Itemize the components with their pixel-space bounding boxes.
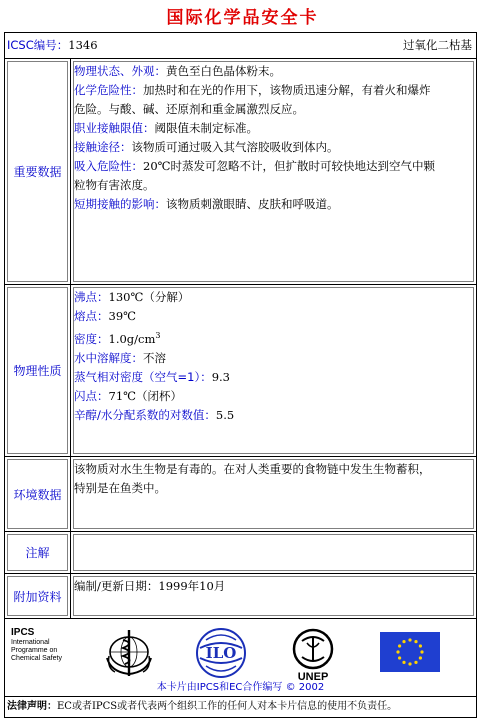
- notes-label: 注解: [25, 546, 50, 560]
- physical-properties-label: 物理性质: [13, 364, 62, 378]
- exposure-limit-row: 职业接触限值：阈限值未制定标准。: [74, 121, 258, 135]
- svg-text:ILO: ILO: [205, 644, 237, 662]
- environmental-data-label: 环境数据: [13, 487, 62, 502]
- physical-state-row: 物理状态、外观：黄色至白色晶体粉末。: [74, 64, 281, 78]
- chemical-name: 过氧化二枯基: [403, 38, 472, 52]
- chemical-hazard-row: 化学危险性：加热时和在光的作用下，该物质迅速分解，有着火和爆炸: [74, 83, 431, 97]
- water-solubility-row: 水中溶解度：不溶: [74, 350, 166, 365]
- logos-row: [5, 619, 476, 695]
- important-data-content: [74, 62, 472, 214]
- unep-logo: [285, 625, 341, 685]
- additional-info-label: 附加资料: [13, 589, 62, 604]
- safety-card: [4, 32, 477, 718]
- legal-statement: [7, 697, 397, 716]
- card-title: 国际化学品安全卡: [166, 8, 319, 28]
- icsc-label: ICSC编号：: [7, 38, 69, 52]
- melting-point-row: 熔点：39℃: [74, 309, 136, 323]
- legal-label: 法律声明：: [7, 701, 57, 712]
- update-date: 编制/更新日期：1999年10月: [74, 579, 226, 593]
- physical-properties-content: [74, 288, 472, 425]
- icsc-header: [7, 36, 98, 55]
- exposure-route-row: 接触途径：该物质可通过吸入其气溶胶吸收到体内。: [74, 140, 339, 154]
- vapor-density-row: 蒸气相对密度（空气=1）：9.3: [74, 369, 230, 384]
- important-data-label: 重要数据: [13, 165, 62, 179]
- environmental-data-content: 该物质对水生生物是有毒的。在对人类重要的食物链中发生生物蓄积， 特别是在鱼类中。: [74, 462, 431, 495]
- inhalation-hazard-row-cont: 粒物有害浓度。: [74, 178, 155, 192]
- log-kow-row: 辛醇/水分配系数的对数值：5.5: [74, 407, 235, 422]
- short-term-effects-row: 短期接触的影响：该物质刺激眼睛、皮肤和呼吸道。: [74, 197, 339, 211]
- boiling-point-row: 沸点：130℃（分解）: [74, 290, 190, 304]
- flash-point-row: 闪点：71℃（闭杯）: [74, 388, 182, 403]
- icsc-number: 1346: [68, 38, 98, 52]
- who-logo: [101, 627, 157, 679]
- logo-caption: 本卡片由IPCS和EC合作编写 © 2002: [156, 682, 325, 693]
- chemical-hazard-row-cont: 危险。与酸、碱、还原剂和重金属激烈反应。: [74, 102, 304, 116]
- ilo-logo: [193, 625, 249, 681]
- legal-text: EC或者IPCS或者代表两个组织工作的任何人对本卡片信息的使用不负责任。: [57, 701, 398, 712]
- density-row: 密度：$1.0g/cm^3$: [74, 331, 161, 346]
- eu-flag-logo: [379, 631, 441, 673]
- unep-label: UNEP: [297, 671, 329, 683]
- inhalation-hazard-row: 吸入危险性：20℃时蒸发可忽略不计，但扩散时可较快地达到空气中颗: [74, 159, 435, 173]
- ipcs-logo: IPCS International Programme on Chemical Safety: [11, 627, 62, 662]
